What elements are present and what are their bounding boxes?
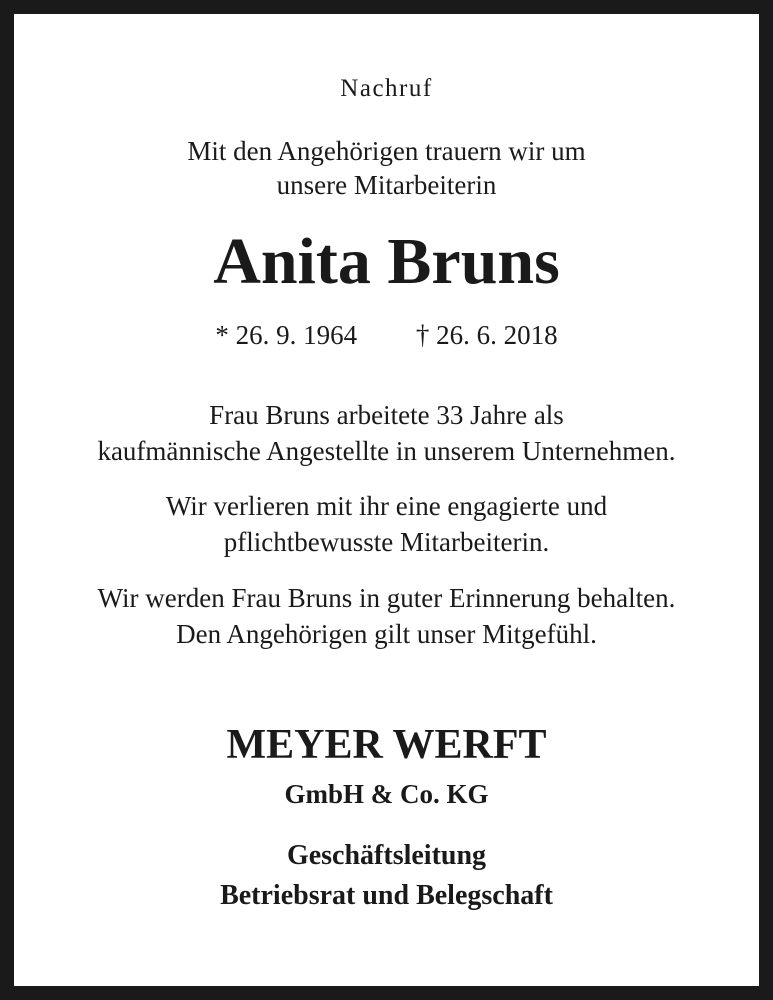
intro-line-2: unsere Mitarbeiterin xyxy=(276,170,497,200)
intro-line-1: Mit den Angehörigen trauern wir um xyxy=(187,136,586,166)
paragraph-3-line-2: Den Angehörigen gilt unser Mitgefühl. xyxy=(176,619,597,649)
company-legal-form: GmbH & Co. KG xyxy=(284,779,489,809)
birth-date: * 26. 9. 1964 xyxy=(215,320,358,350)
paragraph-1-line-1: Frau Bruns arbeitete 33 Jahre als xyxy=(209,400,564,430)
death-date: † 26. 6. 2018 xyxy=(415,320,558,350)
signature-staff: Betriebsrat und Belegschaft xyxy=(220,880,553,911)
life-dates xyxy=(14,322,759,349)
company-name: MEYER WERFT xyxy=(226,722,547,768)
deceased-name: Anita Bruns xyxy=(213,225,560,298)
paragraph-2-line-2: pflichtbewusste Mitarbeiterin. xyxy=(223,527,550,557)
signature-management: Geschäftsleitung xyxy=(286,840,487,871)
paragraph-1-line-2: kaufmännische Angestellte in unserem Unternehmen. xyxy=(97,436,676,466)
notice-heading: Nachruf xyxy=(340,75,433,102)
paragraph-3-line-1: Wir werden Frau Bruns in guter Erinnerung behalten. xyxy=(97,583,676,613)
paragraph-2-line-1: Wir verlieren mit ihr eine engagierte und xyxy=(165,491,608,521)
